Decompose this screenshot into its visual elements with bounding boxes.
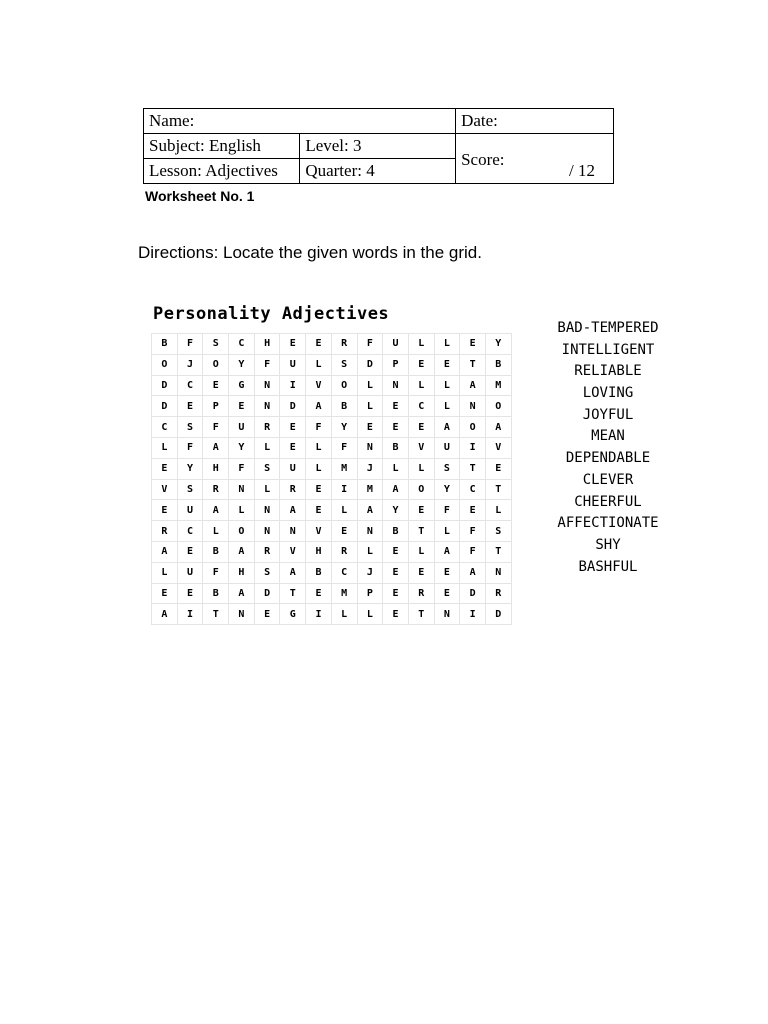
name-field[interactable] [144,109,456,134]
grid-cell[interactable]: Y [229,354,255,375]
grid-cell[interactable]: T [485,479,511,500]
lesson-label: Lesson: Adjectives [149,161,278,180]
grid-cell[interactable]: D [280,396,306,417]
grid-cell[interactable]: L [331,500,357,521]
grid-cell[interactable]: L [306,458,332,479]
grid-cell[interactable]: I [177,604,203,625]
grid-cell[interactable]: O [203,354,229,375]
grid-cell[interactable]: E [460,500,486,521]
grid-cell[interactable]: L [254,479,280,500]
grid-cell[interactable]: D [152,396,178,417]
grid-cell[interactable]: D [357,354,383,375]
grid-cell[interactable]: E [152,458,178,479]
grid-cell[interactable]: D [152,375,178,396]
grid-cell[interactable]: E [203,375,229,396]
grid-cell[interactable]: U [383,334,409,355]
grid-cell[interactable]: E [434,562,460,583]
grid-cell[interactable]: B [306,562,332,583]
grid-cell[interactable]: E [306,334,332,355]
grid-cell[interactable]: E [280,417,306,438]
grid-cell[interactable]: E [357,417,383,438]
name-label: Name: [149,111,195,130]
grid-cell[interactable]: L [434,521,460,542]
grid-cell[interactable]: L [357,375,383,396]
grid-cell[interactable]: J [357,562,383,583]
grid-cell[interactable]: D [460,583,486,604]
grid-cell[interactable]: L [408,375,434,396]
grid-cell[interactable]: B [383,437,409,458]
grid-cell[interactable]: F [177,334,203,355]
word-list-item: INTELLIGENT [561,341,655,358]
grid-cell[interactable]: J [357,458,383,479]
grid-cell[interactable]: L [434,375,460,396]
student-info-table [143,108,614,184]
word-list-item: JOYFUL [582,406,634,423]
quarter-label: Quarter: 4 [305,161,375,180]
word-list-item: SHY [595,536,621,553]
grid-cell[interactable]: R [485,583,511,604]
grid-row [152,479,512,500]
grid-cell[interactable]: H [254,334,280,355]
grid-row [152,562,512,583]
grid-cell[interactable]: E [408,562,434,583]
grid-row [152,396,512,417]
grid-cell[interactable]: S [331,354,357,375]
word-list-item: RELIABLE [574,363,642,380]
grid-cell[interactable]: F [460,541,486,562]
grid-cell[interactable]: A [280,562,306,583]
grid-cell[interactable]: E [383,583,409,604]
grid-cell[interactable]: C [229,334,255,355]
grid-cell[interactable]: N [434,604,460,625]
grid-row [152,354,512,375]
grid-cell[interactable]: L [229,500,255,521]
grid-cell[interactable]: L [357,604,383,625]
grid-cell[interactable]: Y [383,500,409,521]
grid-cell[interactable]: R [280,479,306,500]
grid-row [152,334,512,355]
grid-cell[interactable]: E [306,583,332,604]
grid-cell[interactable]: O [229,521,255,542]
grid-cell[interactable]: E [485,458,511,479]
grid-cell[interactable]: B [152,334,178,355]
grid-cell[interactable]: A [485,417,511,438]
grid-cell[interactable]: C [152,417,178,438]
grid-cell[interactable]: F [357,334,383,355]
word-list-item: CHEERFUL [574,493,642,510]
grid-cell[interactable]: S [485,521,511,542]
grid-cell[interactable]: S [177,479,203,500]
grid-cell[interactable]: L [357,396,383,417]
grid-cell[interactable]: N [254,500,280,521]
grid-cell[interactable]: T [460,354,486,375]
grid-cell[interactable]: S [203,334,229,355]
grid-cell[interactable]: I [306,604,332,625]
grid-cell[interactable]: G [280,604,306,625]
grid-cell[interactable]: E [280,334,306,355]
grid-cell[interactable]: U [177,562,203,583]
subject-label: Subject: English [149,136,261,155]
grid-cell[interactable]: V [306,521,332,542]
grid-row [152,458,512,479]
grid-cell[interactable]: T [203,604,229,625]
word-list-item: AFFECTIONATE [557,515,659,532]
word-search-grid [151,333,512,625]
grid-cell[interactable]: L [383,458,409,479]
grid-cell[interactable]: R [331,541,357,562]
grid-cell[interactable]: I [280,375,306,396]
lesson-cell [144,159,300,184]
grid-cell[interactable]: L [203,521,229,542]
word-list-item: BAD-TEMPERED [557,320,659,336]
quarter-cell [300,159,456,184]
grid-cell[interactable]: A [460,375,486,396]
grid-cell[interactable]: T [485,541,511,562]
grid-cell[interactable]: E [280,437,306,458]
word-list-item: DEPENDABLE [565,450,651,467]
grid-cell[interactable]: F [254,354,280,375]
grid-row [152,500,512,521]
score-field[interactable] [456,134,614,184]
grid-cell[interactable]: V [408,437,434,458]
grid-cell[interactable]: N [254,375,280,396]
grid-cell[interactable]: E [434,354,460,375]
grid-cell[interactable]: S [254,562,280,583]
grid-cell[interactable]: E [383,541,409,562]
score-total: / 12 [569,161,595,180]
grid-cell[interactable]: A [434,541,460,562]
grid-cell[interactable]: R [152,521,178,542]
grid-cell[interactable]: E [331,521,357,542]
grid-cell[interactable]: S [254,458,280,479]
grid-cell[interactable]: C [460,479,486,500]
grid-cell[interactable]: U [280,354,306,375]
grid-cell[interactable]: O [460,417,486,438]
grid-cell[interactable]: T [408,604,434,625]
grid-cell[interactable]: U [229,417,255,438]
date-field[interactable] [456,109,614,134]
grid-cell[interactable]: A [152,604,178,625]
grid-cell[interactable]: M [331,458,357,479]
grid-cell[interactable]: Y [434,479,460,500]
grid-cell[interactable]: U [280,458,306,479]
grid-cell[interactable]: E [383,396,409,417]
grid-cell[interactable]: A [229,541,255,562]
grid-cell[interactable]: B [331,396,357,417]
grid-cell[interactable]: E [306,479,332,500]
score-label: Score: [461,150,505,169]
grid-cell[interactable]: L [306,437,332,458]
grid-cell[interactable]: L [152,562,178,583]
grid-cell[interactable]: F [306,417,332,438]
grid-cell[interactable]: E [152,583,178,604]
grid-cell[interactable]: C [177,521,203,542]
grid-cell[interactable]: H [229,562,255,583]
grid-cell[interactable]: D [254,583,280,604]
grid-cell[interactable]: F [177,437,203,458]
grid-cell[interactable]: E [383,562,409,583]
grid-cell[interactable]: N [383,375,409,396]
grid-cell[interactable]: T [408,521,434,542]
grid-cell[interactable]: A [203,500,229,521]
grid-cell[interactable]: E [408,354,434,375]
grid-cell[interactable]: F [229,458,255,479]
grid-cell[interactable]: E [177,583,203,604]
grid-cell[interactable]: E [177,396,203,417]
puzzle-title: Personality Adjectives [153,304,390,324]
grid-cell[interactable]: B [203,541,229,562]
grid-cell[interactable]: B [383,521,409,542]
grid-cell[interactable]: L [485,500,511,521]
grid-cell[interactable]: F [331,437,357,458]
grid-cell[interactable]: I [460,604,486,625]
grid-cell[interactable]: E [408,500,434,521]
grid-cell[interactable]: I [460,437,486,458]
grid-cell[interactable]: E [383,417,409,438]
word-list-item: MEAN [591,428,625,445]
grid-cell[interactable]: A [152,541,178,562]
grid-cell[interactable]: L [254,437,280,458]
grid-cell[interactable]: R [254,417,280,438]
grid-row [152,375,512,396]
word-list-item: CLEVER [582,471,634,488]
grid-cell[interactable]: L [408,458,434,479]
grid-cell[interactable]: N [357,437,383,458]
grid-cell[interactable]: A [280,500,306,521]
grid-cell[interactable]: U [177,500,203,521]
grid-cell[interactable]: R [408,583,434,604]
grid-cell[interactable]: M [331,583,357,604]
grid-cell[interactable]: F [203,417,229,438]
grid-cell[interactable]: E [434,583,460,604]
grid-cell[interactable]: V [280,541,306,562]
grid-cell[interactable]: M [485,375,511,396]
grid-cell[interactable]: Y [331,417,357,438]
grid-cell[interactable]: S [177,417,203,438]
level-cell [300,134,456,159]
word-list-item: BASHFUL [578,558,638,575]
grid-cell[interactable]: L [152,437,178,458]
grid-cell[interactable]: R [203,479,229,500]
grid-cell[interactable]: N [229,604,255,625]
grid-cell[interactable]: F [203,562,229,583]
grid-cell[interactable]: B [485,354,511,375]
grid-cell[interactable]: E [177,541,203,562]
grid-cell[interactable]: V [306,375,332,396]
grid-cell[interactable]: N [460,396,486,417]
grid-cell[interactable]: N [254,396,280,417]
grid-cell[interactable]: E [383,604,409,625]
grid-cell[interactable]: U [434,437,460,458]
grid-row [152,583,512,604]
grid-cell[interactable]: L [357,541,383,562]
word-list [545,318,671,578]
grid-cell[interactable]: C [331,562,357,583]
grid-cell[interactable]: N [229,479,255,500]
grid-cell[interactable]: F [460,521,486,542]
grid-cell[interactable]: E [306,500,332,521]
grid-cell[interactable]: L [331,604,357,625]
worksheet-title: Worksheet No. 1 [145,188,255,204]
grid-cell[interactable]: A [203,437,229,458]
grid-cell[interactable]: T [460,458,486,479]
grid-cell[interactable]: Y [177,458,203,479]
grid-cell[interactable]: H [203,458,229,479]
grid-cell[interactable]: A [434,417,460,438]
grid-cell[interactable]: E [254,604,280,625]
grid-cell[interactable]: O [331,375,357,396]
grid-cell[interactable]: L [434,334,460,355]
grid-cell[interactable]: F [434,500,460,521]
word-list-item: LOVING [582,385,634,402]
grid-cell[interactable]: A [460,562,486,583]
grid-cell[interactable]: P [383,354,409,375]
grid-cell[interactable]: A [306,396,332,417]
directions-text: Directions: Locate the given words in the grid. [138,243,482,262]
grid-row [152,541,512,562]
grid-cell[interactable]: T [280,583,306,604]
grid-cell[interactable]: G [229,375,255,396]
grid-cell[interactable]: L [408,334,434,355]
grid-cell[interactable]: L [434,396,460,417]
date-label: Date: [461,111,498,130]
grid-row [152,437,512,458]
grid-cell[interactable]: R [254,541,280,562]
grid-cell[interactable]: E [152,500,178,521]
level-label: Level: 3 [305,136,362,155]
grid-cell[interactable]: E [460,334,486,355]
grid-cell[interactable]: I [331,479,357,500]
grid-row [152,417,512,438]
grid-cell[interactable]: O [485,396,511,417]
grid-cell[interactable]: D [485,604,511,625]
grid-cell[interactable]: N [357,521,383,542]
grid-cell[interactable]: P [357,583,383,604]
grid-cell[interactable]: S [434,458,460,479]
grid-cell[interactable]: O [152,354,178,375]
grid-cell[interactable]: A [357,500,383,521]
grid-cell[interactable]: N [485,562,511,583]
grid-cell[interactable]: V [152,479,178,500]
grid-cell[interactable]: J [177,354,203,375]
grid-cell[interactable]: R [331,334,357,355]
grid-cell[interactable]: C [177,375,203,396]
grid-cell[interactable]: N [254,521,280,542]
grid-cell[interactable]: N [280,521,306,542]
grid-cell[interactable]: Y [485,334,511,355]
subject-cell [144,134,300,159]
grid-cell[interactable]: H [306,541,332,562]
grid-cell[interactable]: M [357,479,383,500]
grid-cell[interactable]: E [229,396,255,417]
grid-cell[interactable]: L [306,354,332,375]
grid-row [152,521,512,542]
grid-cell[interactable]: A [383,479,409,500]
grid-cell[interactable]: A [229,583,255,604]
grid-cell[interactable]: L [408,541,434,562]
grid-row [152,604,512,625]
grid-cell[interactable]: C [408,396,434,417]
grid-cell[interactable]: Y [229,437,255,458]
grid-cell[interactable]: O [408,479,434,500]
grid-cell[interactable]: B [203,583,229,604]
grid-cell[interactable]: E [408,417,434,438]
grid-cell[interactable]: V [485,437,511,458]
grid-cell[interactable]: P [203,396,229,417]
